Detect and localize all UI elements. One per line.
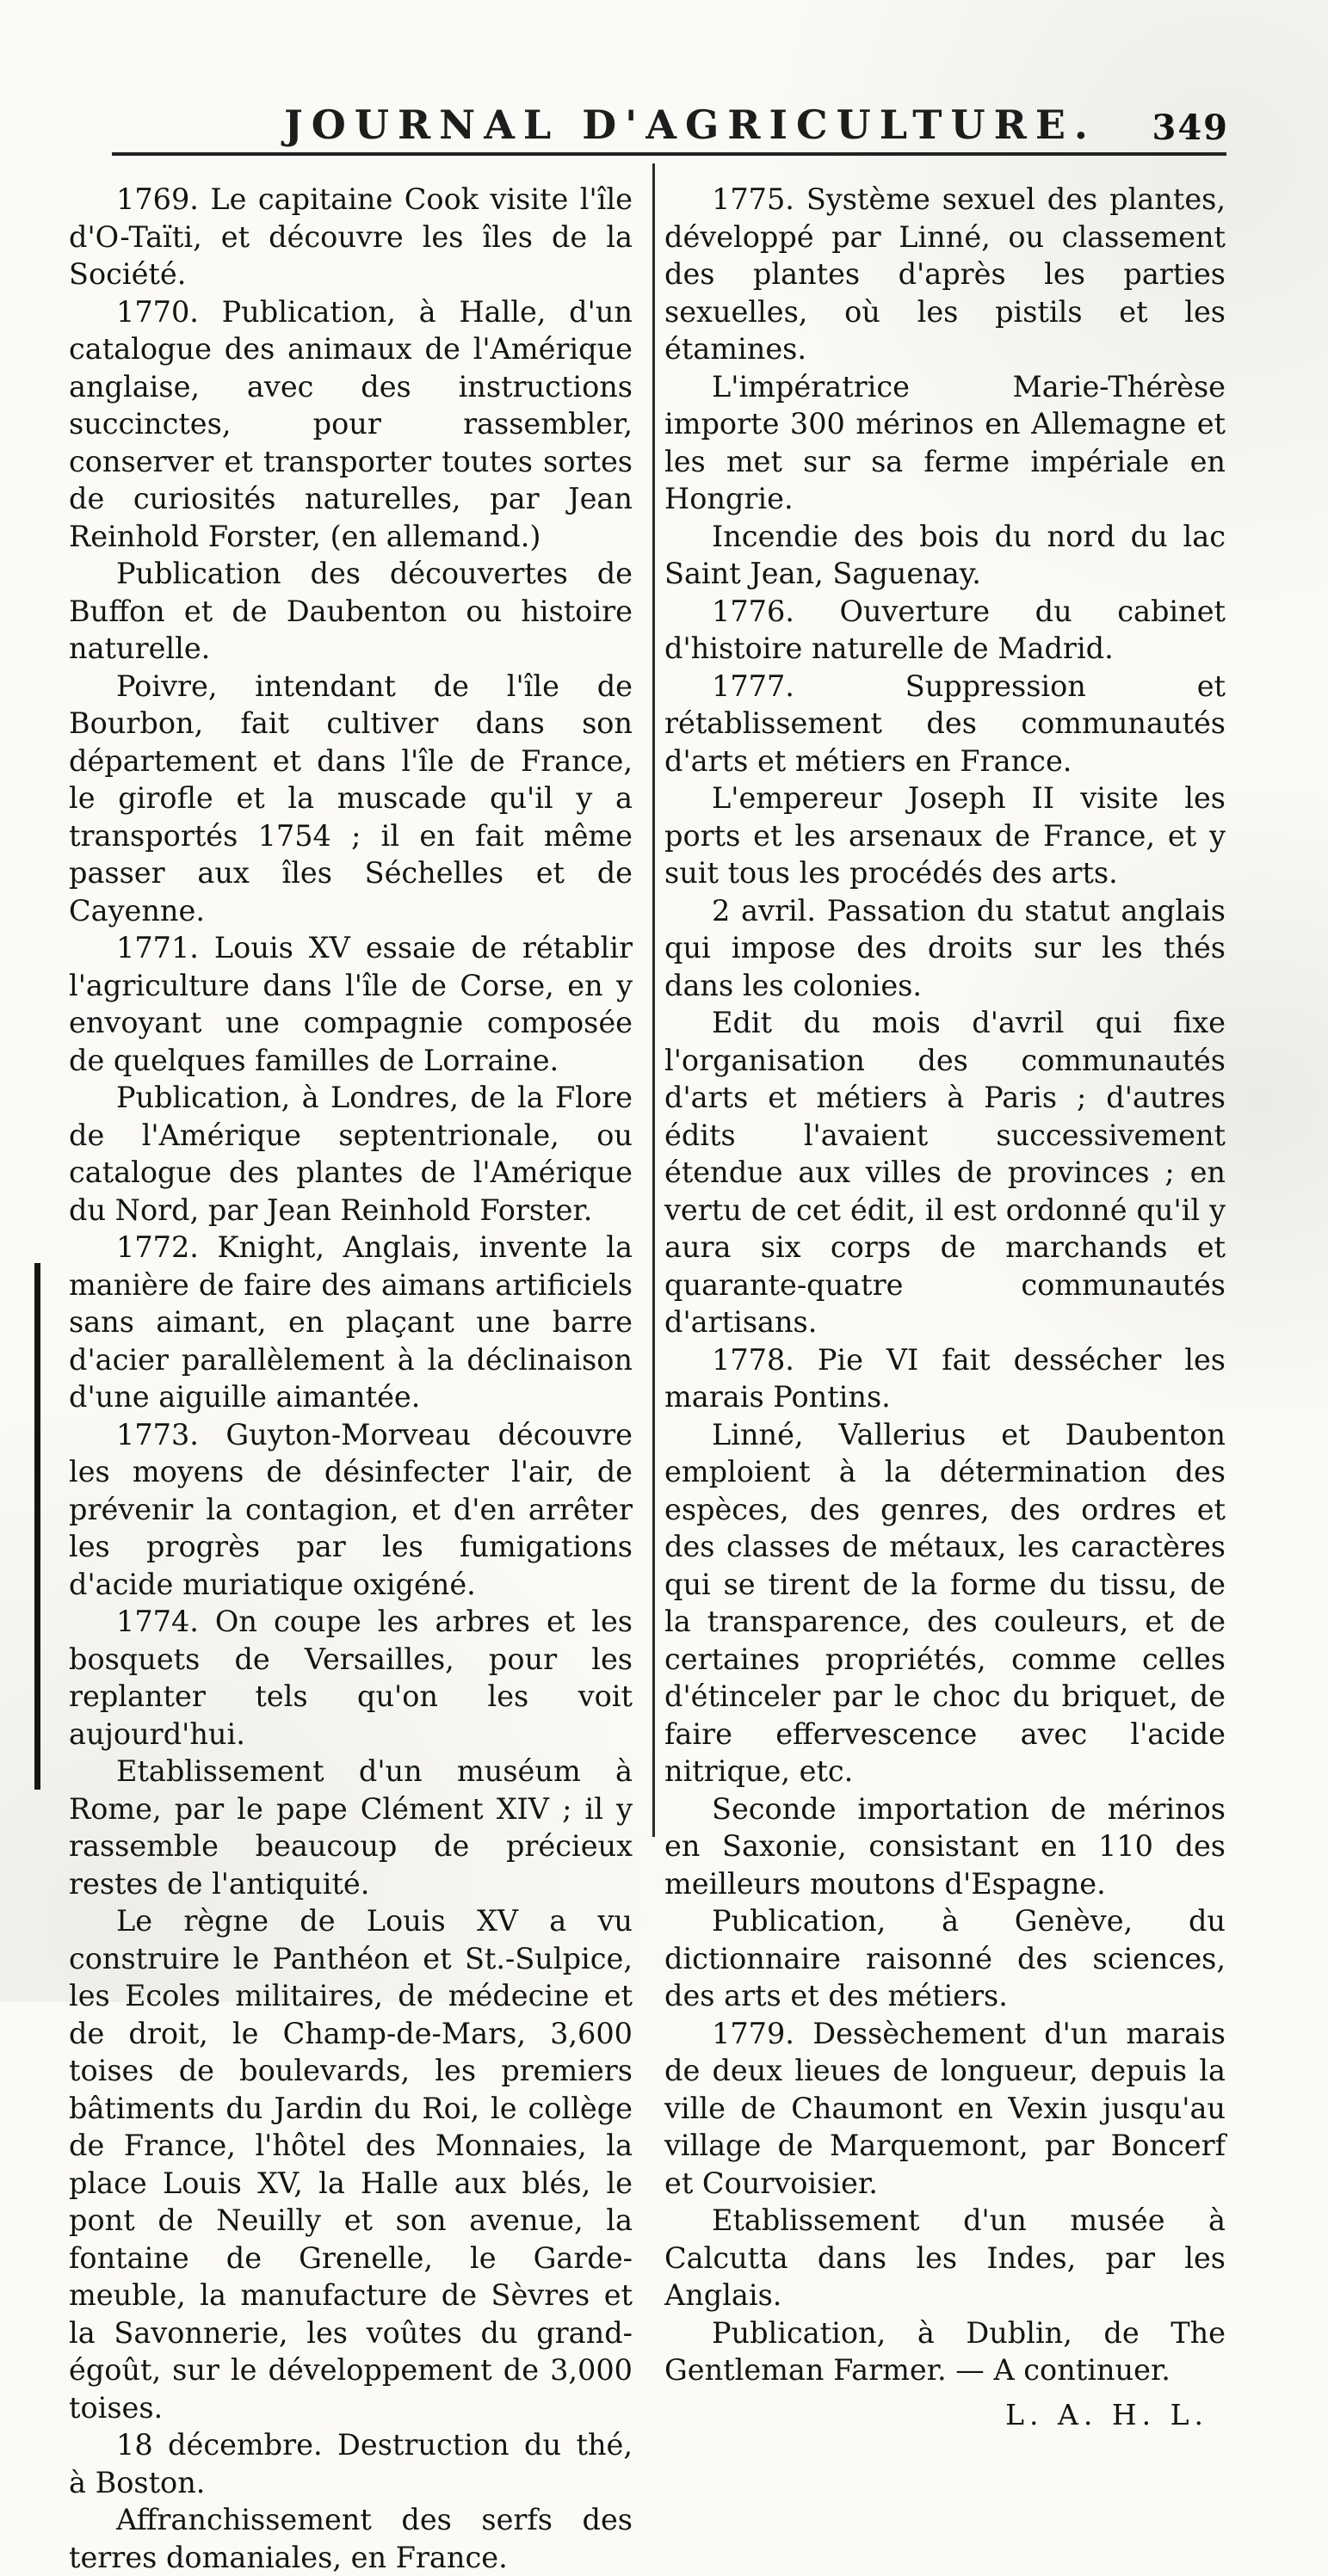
paragraph: 1773. Guyton-Morveau découvre les moyens de désinfecter l'air, de prévenir la contagion, et d'en arrêter les progrès par les fumigations d'acide muriatique oxigéné. <box>69 1417 633 1601</box>
paragraph: Publication des découvertes de Buffon et de Daubenton ou histoire naturelle. <box>69 557 633 665</box>
paragraph: Publication, à Dublin, de The Gentleman Farmer. — A continuer. <box>664 2315 1226 2387</box>
paragraph: Seconde importation de mérinos en Saxonie, consistant en 110 des meilleurs moutons d'Espagne. <box>664 1791 1226 1901</box>
paragraph: Publication, à Londres, de la Flore de l'Amérique septentrionale, ou catalogue des plantes de l'Amérique du Nord, par Jean Reinhold Forster. <box>69 1081 633 1227</box>
paragraph: Etablissement d'un musée à Calcutta dans les Indes, par les Anglais. <box>664 2203 1226 2312</box>
paragraph: 1770. Publication, à Halle, d'un catalogue des animaux de l'Amérique anglaise, avec des instructions succinctes, pour rassembler, conserver et transporter toutes sortes de curiosités naturelles, par Jean Reinhold Forster, (en allemand.) <box>69 294 633 553</box>
paragraph: 1776. Ouverture du cabinet d'histoire naturelle de Madrid. <box>664 594 1226 665</box>
running-title: JOURNAL D'AGRICULTURE. <box>284 102 1096 148</box>
paragraph: 2 avril. Passation du statut anglais qui impose des droits sur les thés dans les colonies. <box>664 893 1226 1002</box>
paragraph: 1772. Knight, Anglais, invente la manière de faire des aimans artificiels sans aimant, en plaçant une barre d'acier parallèlement à la déclinaison d'une aiguille aimantée. <box>69 1230 633 1414</box>
paragraph: 1769. Le capitaine Cook visite l'île d'O-Taïti, et découvre les îles de la Société. <box>69 182 633 291</box>
paragraph: Etablissement d'un muséum à Rome, par le pape Clément XIV ; il y rassemble beaucoup de précieux restes de l'antiquité. <box>69 1754 633 1901</box>
paragraph: 1774. On coupe les arbres et les bosquets de Versailles, pour les replanter tels qu'on les voit aujourd'hui. <box>69 1605 633 1751</box>
paragraph: Incendie des bois du nord du lac Saint Jean, Saguenay. <box>664 519 1226 590</box>
paragraph: 1778. Pie VI fait dessécher les marais Pontins. <box>664 1342 1226 1414</box>
paragraph: 1779. Dessèchement d'un marais de deux lieues de longueur, depuis la ville de Chaumont en Vexin jusqu'au village de Marquemont, par Boncerf et Courvoisier. <box>664 2016 1226 2200</box>
paragraph: Linné, Vallerius et Daubenton emploient à la détermination des espèces, des genres, des ordres et des classes de métaux, les caractères qui se tirent de la forme du tissu, de la transparence, des couleurs, et de certaines propriétés, comme celles d'étinceler par le choc du briquet, de faire effervescence avec l'acide nitrique, etc. <box>664 1417 1226 1788</box>
paragraph: L'impératrice Marie-Thérèse importe 300 mérinos en Allemagne et les met sur sa ferme impériale en Hongrie. <box>664 369 1226 515</box>
paragraph: Edit du mois d'avril qui fixe l'organisation des communautés d'arts et métiers à Paris ; d'autres édits l'avaient successivement étendue aux villes de provinces ; en vertu de cet édit, il est ordonné qu'il y aura six corps de marchands et quarante-quatre communautés d'artisans. <box>664 1006 1226 1339</box>
page-number: 349 <box>1152 108 1229 148</box>
paragraph: 1777. Suppression et rétablissement des communautés d'arts et métiers en France. <box>664 669 1226 778</box>
left-column <box>69 181 633 2576</box>
column-divider <box>652 163 655 1837</box>
paragraph: Affranchissement des serfs des terres domaniales, en France. <box>69 2503 633 2574</box>
paragraph: Publication, à Genève, du dictionnaire raisonné des sciences, des arts et des métiers. <box>664 1904 1226 2012</box>
paragraph: 18 décembre. Destruction du thé, à Boston. <box>69 2428 633 2499</box>
header-rule <box>112 152 1226 156</box>
page-header <box>284 88 1229 148</box>
signature: L. A. H. L. <box>1005 2397 1208 2431</box>
right-column <box>664 181 1226 2433</box>
paragraph: L'empereur Joseph II visite les ports et les arsenaux de France, et y suit tous les procédés des arts. <box>664 781 1226 890</box>
paragraph: 1771. Louis XV essaie de rétablir l'agriculture dans l'île de Corse, en y envoyant une compagnie composée de quelques familles de Lorraine. <box>69 931 633 1077</box>
margin-mark <box>34 1263 40 1790</box>
paragraph: 1775. Système sexuel des plantes, développé par Linné, ou classement des plantes d'après les parties sexuelles, où les pistils et les étamines. <box>664 182 1226 366</box>
paragraph: Poivre, intendant de l'île de Bourbon, fait cultiver dans son département et dans l'île de France, le girofle et la muscade qu'il y a transportés 1754 ; il en fait même passer aux îles Séchelles et de Cayenne. <box>69 669 633 927</box>
paragraph: Le règne de Louis XV a vu construire le Panthéon et St.-Sulpice, les Ecoles militaires, de médecine et de droit, le Champ-de-Mars, 3,600 toises de boulevards, les premiers bâtiments du Jardin du Roi, le collège de France, l'hôtel des Monnaies, la place Louis XV, la Halle aux blés, le pont de Neuilly et son avenue, la fontaine de Grenelle, le Garde-meuble, la manufacture de Sèvres et la Savonnerie, les voûtes du grand-égoût, sur le développement de 3,000 toises. <box>69 1904 633 2425</box>
